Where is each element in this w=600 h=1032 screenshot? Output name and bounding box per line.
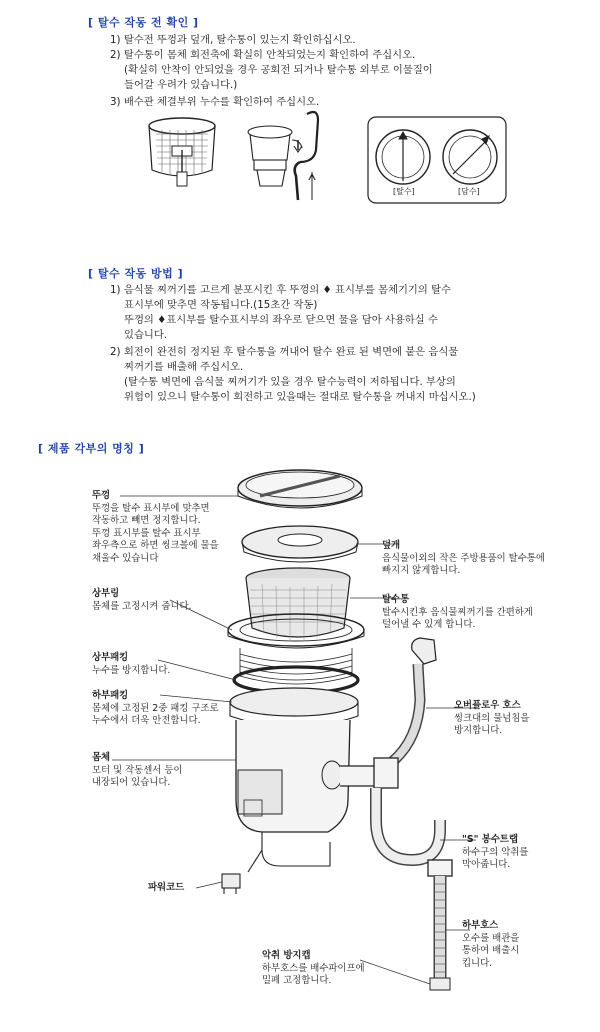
label-s-trap: "S" 봉수트랩 하수구의 악취를 막아줍니다. [462,834,529,870]
section1-item-1: 1) 탈수전 뚜껑과 덮개, 탈수통이 있는지 확인하십시오. [110,34,356,46]
section2-line-6: 찌꺼기를 배출해 주십시오. [124,361,244,373]
cover-part [242,526,358,562]
lower-hose-part [430,876,450,990]
label-odor-cap: 악취 방지캡 하부호스를 배수파이프에 밀폐 고정합니다. [262,950,365,986]
power-cord-leader-line [196,882,222,888]
section1-item-2-note-cont: 들어갈 우려가 있습니다.) [124,79,238,91]
label-upper-packing: 상부패킹 누수를 방지합니다. [92,652,171,676]
basket-part [246,568,350,640]
power-cord-part [222,832,330,894]
body-part [236,720,350,832]
section2-line-4: 있습니다. [124,329,168,341]
label-lid: 뚜껑 뚜껑을 탈수 표시부에 맞추면 작동하고 빼면 정지합니다. 뚜껑 표시부를 탈수 표시부 좌우측으로 하면 씽크볼에 물을 채울수 있습니다 [92,490,219,564]
section2-line-2: 표시부에 맞추면 작동됩니다.(15초간 작동) [124,299,318,311]
overflow-hose-part [392,638,436,762]
section2-title: [ 탈수 작동 방법 ] [88,267,184,280]
section1-item-3: 3) 배수관 체결부위 누수를 확인하여 주십시오. [110,96,320,108]
section1-item-2: 2) 탈수통이 몸체 회전축에 확실히 안착되었는지 확인하여 주십시오. [110,49,416,61]
section3-title: [ 제품 각부의 명칭 ] [38,442,145,455]
label-basket: 탈수통 탈수시킨후 음식물찌꺼기를 간편하게 털어낼 수 있게 합니다. [382,594,533,630]
label-upper-ring: 상부링 몸체를 고정시켜 줍니다. [92,588,192,612]
caption-dewater: [탈수] [393,187,415,196]
label-body: 몸체 모터 및 작동센서 등이 내장되어 있습니다. [92,752,183,788]
section2-line-3: 뚜껑의 ♦표시부를 탈수표시부의 좌우로 닫으면 물을 담아 사용하실 수 [124,314,438,326]
section1-item-2-note: (확실히 안착이 안되었을 경우 공회전 되거나 탈수통 외부로 이물질이 [124,64,433,76]
caption-drain: [담수] [458,187,480,196]
s-trap-part [374,758,452,876]
section2-line-7: (탈수통 벽면에 음식물 찌꺼기가 있을 경우 탈수능력이 저하됩니다. 부상의 [124,376,456,388]
label-cover: 덮개 음식물이외의 작은 주방용품이 탈수통에 빠지지 않게합니다. [382,540,545,576]
odor-cap-leader-line [360,960,430,984]
label-overflow-hose: 오버플로우 호스 씽크대의 물넘침을 방지합니다. [454,700,530,736]
section2-line-5: 2) 회전이 완전히 정지된 후 탈수통을 꺼내어 탈수 완료 된 벽면에 붙은 음식물 [110,346,459,358]
section2-line-8: 위험이 있으니 탈수통이 회전하고 있을때는 절대로 탈수통을 꺼내지 마십시오.) [124,391,476,403]
label-lower-packing: 하부패킹 몸체에 고정된 2중 패킹 구조로 누수에서 더욱 안전합니다. [92,690,219,726]
section2-line-1: 1) 음식물 찌꺼기를 고르게 분포시킨 후 뚜껑의 ♦ 표시부를 몸체기기의 탈수 [110,284,451,296]
section1-title: [ 탈수 작동 전 확인 ] [88,16,199,29]
lid-part [238,470,362,508]
label-power-cord: 파워코드 [148,882,185,893]
label-lower-hose: 하부호스 오수를 배관을 통하여 배출시 킵니다. [462,920,520,969]
